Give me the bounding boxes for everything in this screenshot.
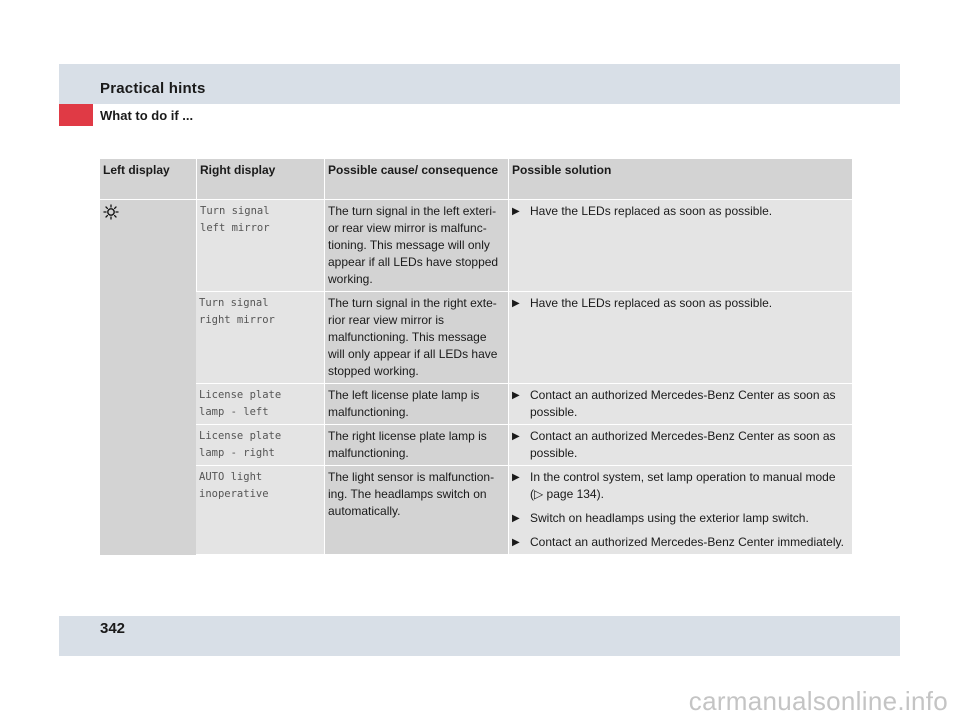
display-message-line: inoperative	[199, 488, 269, 500]
left-display-cell	[100, 200, 196, 555]
cause-cell: The left license plate lamp is malfunctioning.	[324, 384, 508, 425]
solution-step	[512, 469, 848, 503]
display-message-line: AUTO light	[199, 471, 263, 483]
solution-text: In the control system, set lamp operation to manual mode (▷ page 134).	[530, 470, 836, 501]
solution-step	[512, 534, 848, 551]
solution-text: Have the LEDs replaced as soon as possible.	[530, 204, 773, 218]
solution-text: Contact an authorized Mercedes-Benz Center as soon as possible.	[530, 388, 836, 419]
solution-step	[512, 510, 848, 527]
column-header: Left display	[100, 159, 196, 200]
right-display-cell	[196, 200, 324, 292]
display-message-line: Turn signal	[200, 205, 270, 217]
display-message-line: lamp - right	[199, 447, 275, 459]
solution-text: Contact an authorized Mercedes-Benz Center immediately.	[530, 535, 844, 549]
table-row	[100, 384, 852, 425]
solution-step	[512, 203, 848, 220]
solution-step	[512, 428, 848, 462]
solution-cell	[508, 384, 852, 425]
display-message-line: right mirror	[199, 314, 275, 326]
table-row	[100, 200, 852, 292]
display-message-line: lamp - left	[199, 406, 269, 418]
solution-cell	[508, 200, 852, 292]
watermark-text: carmanualsonline.info	[688, 686, 948, 716]
column-header: Possible cause/ consequence	[324, 159, 508, 200]
display-message-line: Turn signal	[199, 297, 269, 309]
solution-step	[512, 387, 848, 421]
page-title: Practical hints	[100, 80, 206, 97]
bullet-arrow-icon: ▶	[512, 472, 520, 483]
cause-cell: The turn signal in the left exteri- or rear view mirror is malfunc- tioning. This message will only appear if all LEDs have stopped working.	[324, 200, 508, 292]
bullet-arrow-icon: ▶	[512, 390, 520, 401]
bullet-arrow-icon: ▶	[512, 537, 520, 548]
right-display-cell	[196, 466, 324, 555]
solution-text: Contact an authorized Mercedes-Benz Center as soon as possible.	[530, 429, 836, 460]
right-display-cell	[196, 292, 324, 384]
section-subtitle: What to do if ...	[100, 108, 194, 123]
bullet-arrow-icon: ▶	[512, 513, 520, 524]
solution-text: Have the LEDs replaced as soon as possible.	[530, 296, 773, 310]
solution-step	[512, 295, 848, 312]
bullet-arrow-icon: ▶	[512, 206, 520, 217]
table-header-row	[100, 159, 852, 200]
cause-cell: The light sensor is malfunction- ing. The headlamps switch on automatically.	[324, 466, 508, 555]
display-message-line: left mirror	[200, 222, 270, 234]
page-number: 342	[100, 620, 126, 637]
right-display-cell	[196, 384, 324, 425]
column-header: Right display	[196, 159, 324, 200]
footer-band	[59, 616, 900, 656]
solution-cell	[508, 425, 852, 466]
cause-cell: The turn signal in the right exte- rior rear view mirror is malfunctioning. This message will only appear if all LEDs have stopped working.	[324, 292, 508, 384]
turn-signal-lamp-icon	[103, 204, 119, 220]
table-row	[100, 292, 852, 384]
table-row	[100, 425, 852, 466]
display-messages-table	[100, 159, 852, 555]
solution-cell	[508, 292, 852, 384]
solution-text: Switch on headlamps using the exterior lamp switch.	[530, 511, 809, 525]
right-display-cell	[196, 425, 324, 466]
cause-cell: The right license plate lamp is malfunctioning.	[324, 425, 508, 466]
solution-cell	[508, 466, 852, 555]
column-header: Possible solution	[508, 159, 852, 200]
display-message-line: License plate	[199, 430, 282, 442]
table-row	[100, 466, 852, 555]
display-message-line: License plate	[199, 389, 282, 401]
section-marker	[59, 104, 93, 126]
bullet-arrow-icon: ▶	[512, 431, 520, 442]
bullet-arrow-icon: ▶	[512, 298, 520, 309]
